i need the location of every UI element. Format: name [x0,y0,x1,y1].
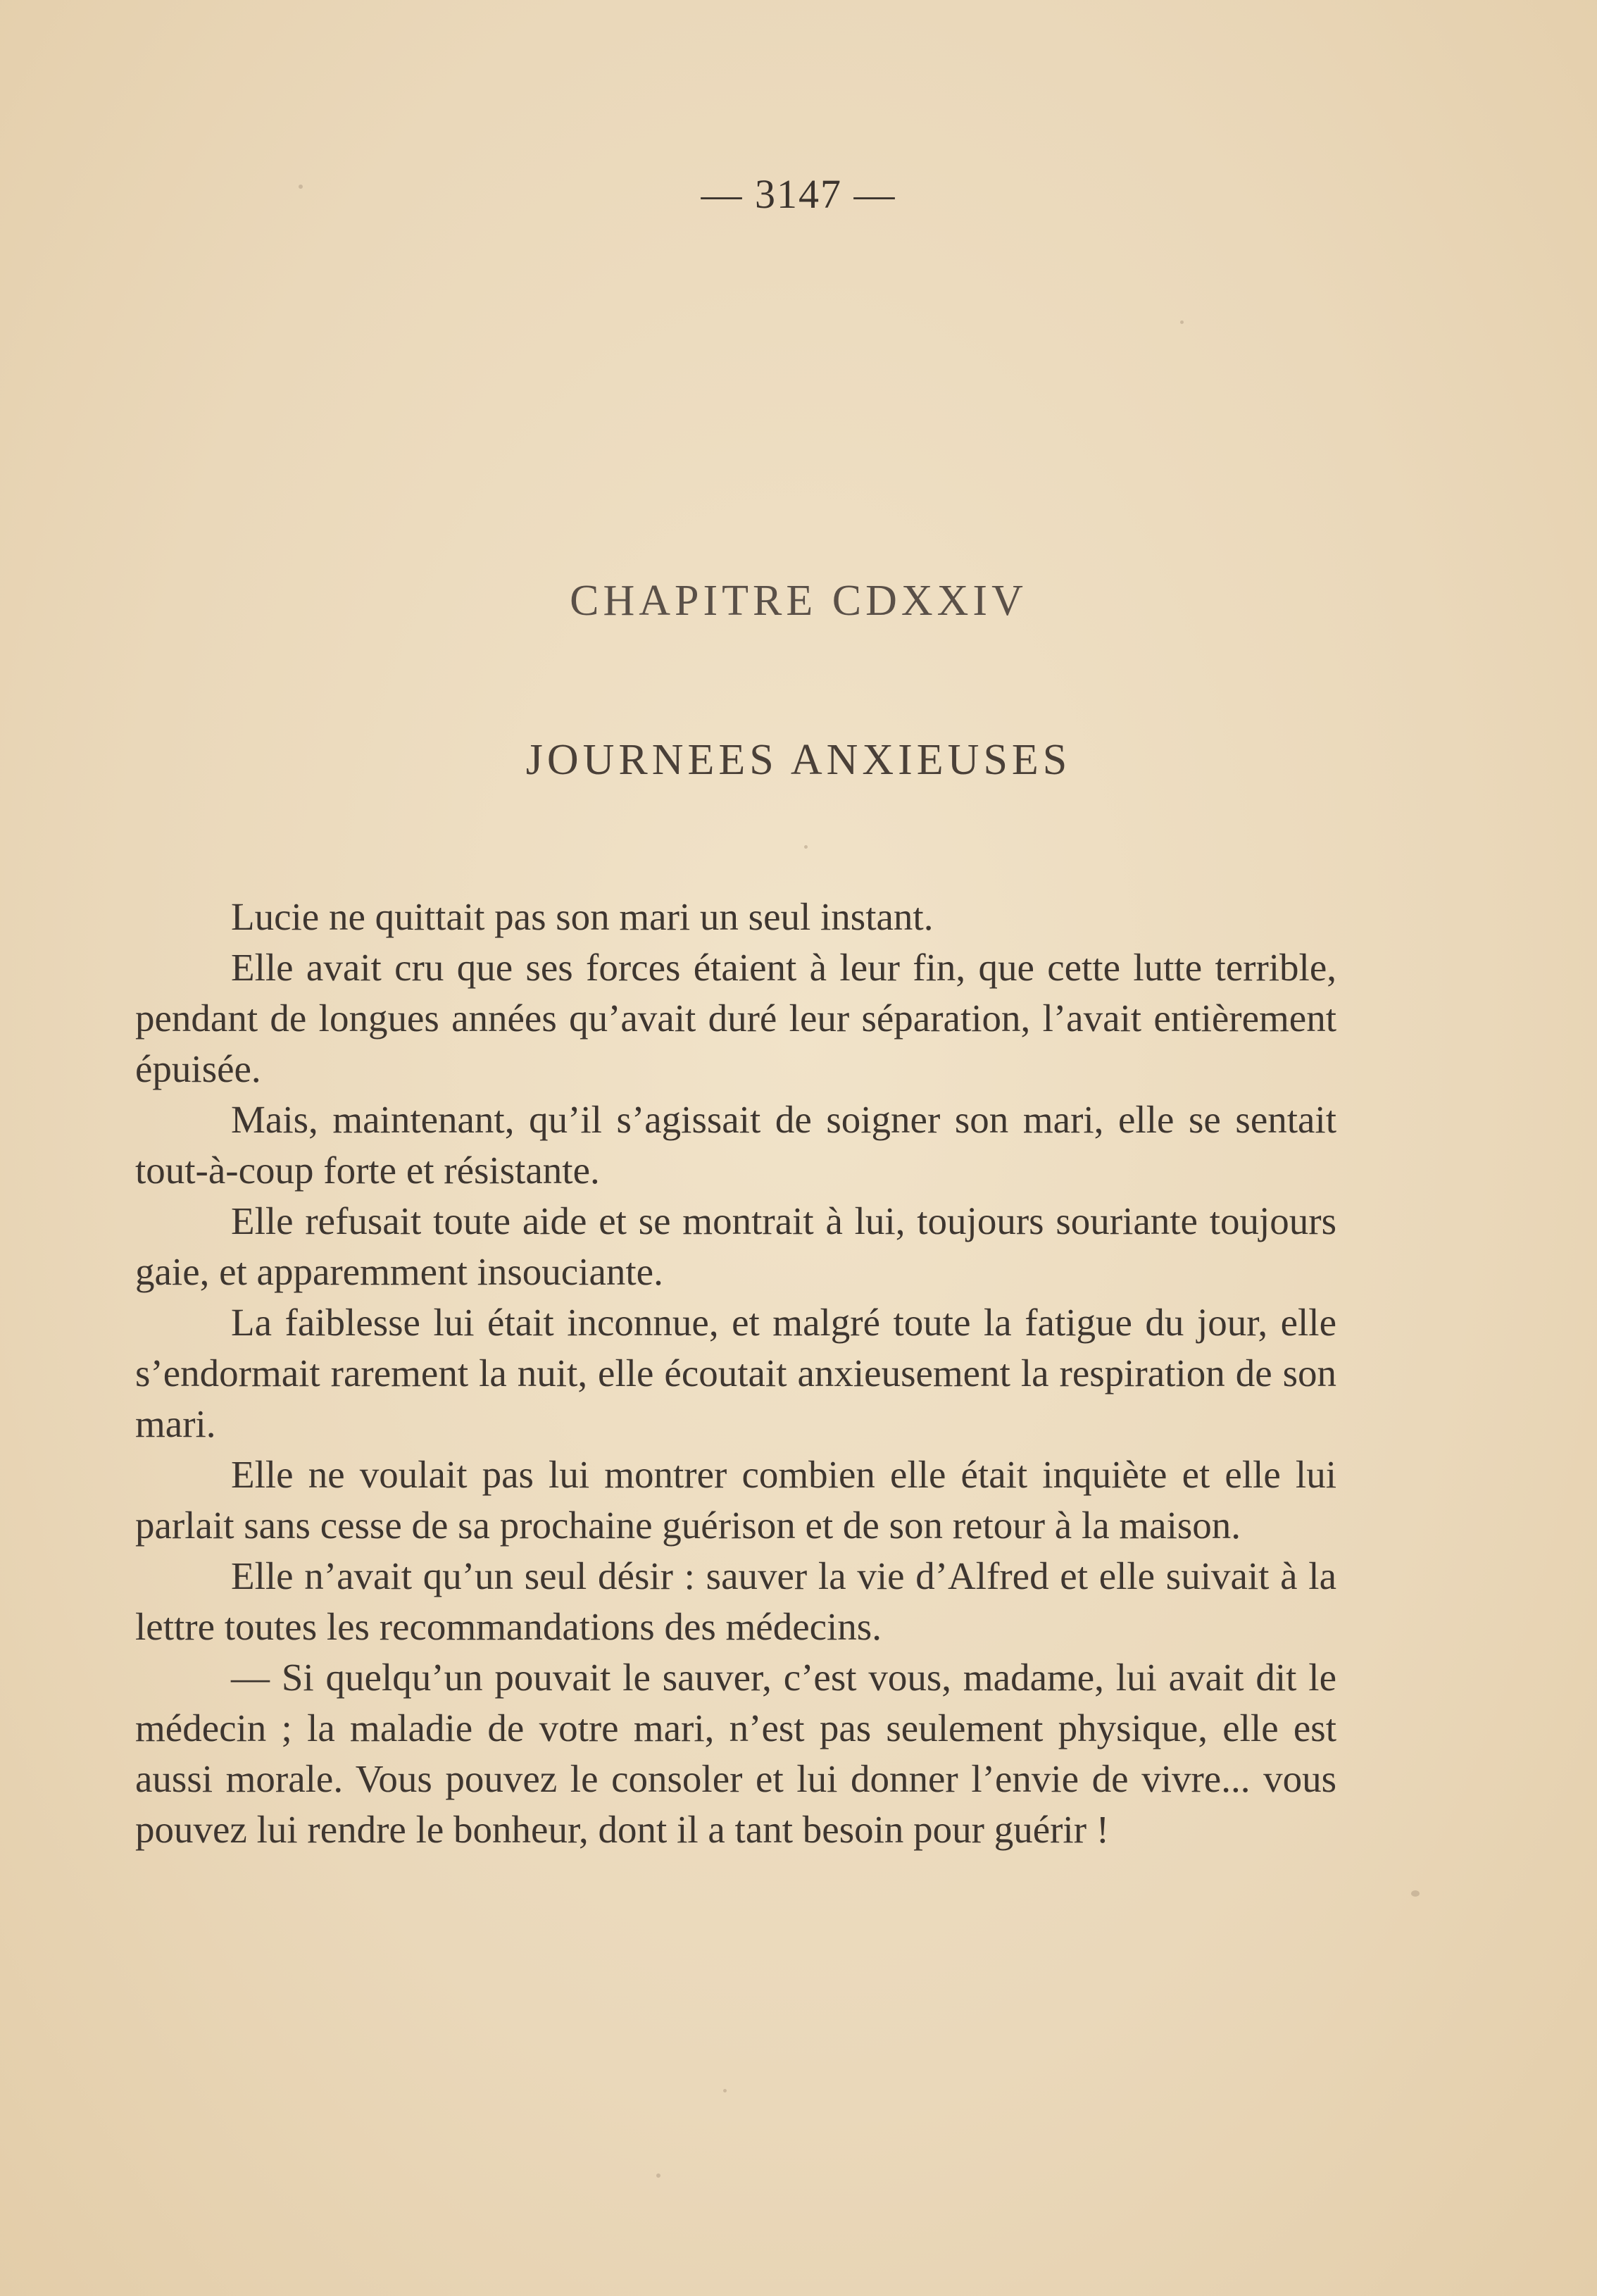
paragraph: Elle avait cru que ses forces étaient à leur fin, que cette lutte terrible, pendant de longues années qu’avait duré leur séparation, l’avait entièrement épuisée. [135,946,1336,1090]
paper-speck [1180,320,1184,324]
paragraph: — Si quelqu’un pouvait le sauver, c’est vous, madame, lui avait dit le médecin ; la maladie de votre mari, n’est pas seulement physique, elle est aussi morale. Vous pouvez le consoler et lui donner l’envie de vivre... vous pouvez lui rendre le bonheur, dont il a tant besoin pour guérir ! [135,1656,1336,1851]
paper-speck [299,185,303,189]
paragraph: Elle refusait toute aide et se montrait à lui, toujours souriante toujours gaie, et apparemment insouciante. [135,1199,1336,1293]
paragraph: La faiblesse lui était inconnue, et malgré toute la fatigue du jour, elle s’endormait rarement la nuit, elle écoutait anxieusement la respiration de son mari. [135,1301,1336,1445]
paragraph: Lucie ne quittait pas son mari un seul instant. [231,895,934,938]
body-text [135,892,1336,1855]
page-number: — 3147 — [701,171,896,217]
paper-speck [1411,1890,1420,1897]
paper-speck [804,845,808,849]
paragraph: Elle n’avait qu’un seul désir : sauver la vie d’Alfred et elle suivait à la lettre toutes les recommandations des médecins. [135,1554,1336,1648]
chapter-title: CHAPITRE CDXXIV [570,577,1027,625]
paper-speck [656,2173,660,2178]
paragraph: Elle ne voulait pas lui montrer combien elle était inquiète et elle lui parlait sans cesse de sa prochaine guérison et de son retour à la maison. [135,1453,1336,1547]
chapter-subtitle: JOURNEES ANXIEUSES [525,736,1072,784]
paragraph: Mais, maintenant, qu’il s’agissait de soigner son mari, elle se sentait tout-à-coup forte et résistante. [135,1098,1336,1192]
paper-speck [723,2089,727,2092]
